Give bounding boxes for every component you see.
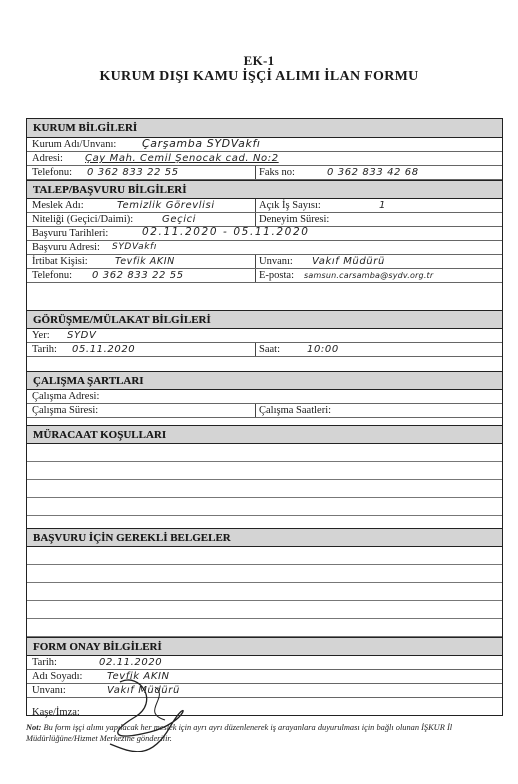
interview-date-label: Tarih: xyxy=(32,344,57,355)
annex-label: EK-1 xyxy=(243,53,275,68)
row-dates xyxy=(27,227,502,241)
app-address-label: Başvuru Adresi: xyxy=(32,242,100,253)
note-prefix: Not: xyxy=(26,723,42,732)
section-gorusme: GÖRÜŞME/MÜLAKAT BİLGİLERİ xyxy=(27,310,502,329)
row-nature xyxy=(27,213,502,227)
time-label: Saat: xyxy=(259,344,280,355)
section-kurum: KURUM BİLGİLERİ xyxy=(27,119,502,138)
row-profession xyxy=(27,199,502,213)
column-divider xyxy=(255,404,256,417)
contact-title-label: Unvanı: xyxy=(259,256,293,267)
app-address-value[interactable]: SYDVakfı xyxy=(112,242,157,252)
profession-label: Meslek Adı: xyxy=(32,200,84,211)
blank-line[interactable] xyxy=(27,547,502,565)
row-approver-name xyxy=(27,670,502,684)
blank-line[interactable] xyxy=(27,583,502,601)
approver-name-value[interactable]: Tevfik AKIN xyxy=(107,671,170,682)
row-institution-name xyxy=(27,138,502,152)
openings-value[interactable]: 1 xyxy=(379,200,386,211)
blank-line[interactable] xyxy=(27,498,502,516)
row-stamp xyxy=(27,706,502,720)
approval-date-value[interactable]: 02.11.2020 xyxy=(99,657,163,668)
blank-line[interactable] xyxy=(27,462,502,480)
address-label: Adresi: xyxy=(32,153,63,164)
fax-value[interactable]: 0 362 833 42 68 xyxy=(327,167,419,178)
note-text: Bu form işçi alımı yapılacak her meslek için ayrı ayrı düzenlenerek iş arayanlara duyurulması için bağlı olunan İŞKUR İl Müdürlüğüne/Hizmet Merkezine gönderilir. xyxy=(26,723,453,743)
work-address-label: Çalışma Adresi: xyxy=(32,391,100,402)
column-divider xyxy=(255,166,256,179)
approver-name-label: Adı Soyadı: xyxy=(32,671,83,682)
section-muracaat: MÜRACAAT KOŞULLARI xyxy=(27,425,502,444)
talep-phone-value[interactable]: 0 362 833 22 55 xyxy=(92,270,184,281)
email-label: E-posta: xyxy=(259,270,294,281)
row-interview-date xyxy=(27,343,502,357)
row-work-address xyxy=(27,390,502,404)
row-phone-fax xyxy=(27,166,502,180)
column-divider xyxy=(255,343,256,356)
blank-line[interactable] xyxy=(27,619,502,637)
talep-phone-label: Telefonu: xyxy=(32,270,73,281)
time-value[interactable]: 10:00 xyxy=(307,344,339,355)
contact-value[interactable]: Tevfik AKIN xyxy=(115,256,175,267)
phone-label: Telefonu: xyxy=(32,167,73,178)
work-duration-label: Çalışma Süresi: xyxy=(32,405,99,416)
dates-value[interactable]: 02.11.2020 - 05.11.2020 xyxy=(142,226,310,238)
contact-label: İrtibat Kişisi: xyxy=(32,256,88,267)
column-divider xyxy=(255,255,256,268)
blank-line[interactable] xyxy=(27,565,502,583)
section-calisma: ÇALIŞMA ŞARTLARI xyxy=(27,371,502,390)
address-value[interactable]: Çay Mah. Cemil Şenocak cad. No:2 xyxy=(85,153,279,164)
institution-name-label: Kurum Adı/Unvanı: xyxy=(32,139,117,150)
work-hours-label: Çalışma Saatleri: xyxy=(259,405,332,416)
row-contact xyxy=(27,255,502,269)
approver-title-label: Unvanı: xyxy=(32,685,66,696)
section-belgeler: BAŞVURU İÇİN GEREKLİ BELGELER xyxy=(27,528,502,547)
blank-line[interactable] xyxy=(27,601,502,619)
row-phone-email xyxy=(27,269,502,283)
job-posting-form xyxy=(26,118,503,716)
dates-label: Başvuru Tarihleri: xyxy=(32,228,109,239)
contact-title-value[interactable]: Vakıf Müdürü xyxy=(312,256,385,267)
footnote xyxy=(26,722,506,744)
section-onay: FORM ONAY BİLGİLERİ xyxy=(27,637,502,656)
section-talep: TALEP/BAŞVURU BİLGİLERİ xyxy=(27,180,502,199)
approver-title-value[interactable]: Vakıf Müdürü xyxy=(107,685,180,696)
phone-value[interactable]: 0 362 833 22 55 xyxy=(87,167,179,178)
row-app-address xyxy=(27,241,502,255)
place-label: Yer: xyxy=(32,330,50,341)
fax-label: Faks no: xyxy=(259,167,295,178)
profession-value[interactable]: Temizlik Görevlisi xyxy=(117,200,215,211)
nature-label: Niteliği (Geçici/Daimi): xyxy=(32,214,134,225)
interview-date-value[interactable]: 05.11.2020 xyxy=(72,344,136,355)
nature-value[interactable]: Geçici xyxy=(162,214,197,225)
column-divider xyxy=(255,199,256,212)
blank-line[interactable] xyxy=(27,444,502,462)
row-address xyxy=(27,152,502,166)
form-title: KURUM DIŞI KAMU İŞÇİ ALIMI İLAN FORMU xyxy=(99,69,419,84)
institution-name-value[interactable]: Çarşamba SYDVakfı xyxy=(142,137,261,150)
column-divider xyxy=(255,213,256,226)
email-value[interactable]: samsun.carsamba@sydv.org.tr xyxy=(304,271,434,280)
stamp-label: Kaşe/İmza: xyxy=(32,707,80,718)
approval-date-label: Tarih: xyxy=(32,657,57,668)
blank-line[interactable] xyxy=(27,480,502,498)
row-place xyxy=(27,329,502,343)
openings-label: Açık İş Sayısı: xyxy=(259,200,321,211)
row-approval-date xyxy=(27,656,502,670)
row-work-duration xyxy=(27,404,502,418)
place-value[interactable]: SYDV xyxy=(67,330,97,341)
column-divider xyxy=(255,269,256,282)
experience-label: Deneyim Süresi: xyxy=(259,214,330,225)
row-approver-title xyxy=(27,684,502,698)
